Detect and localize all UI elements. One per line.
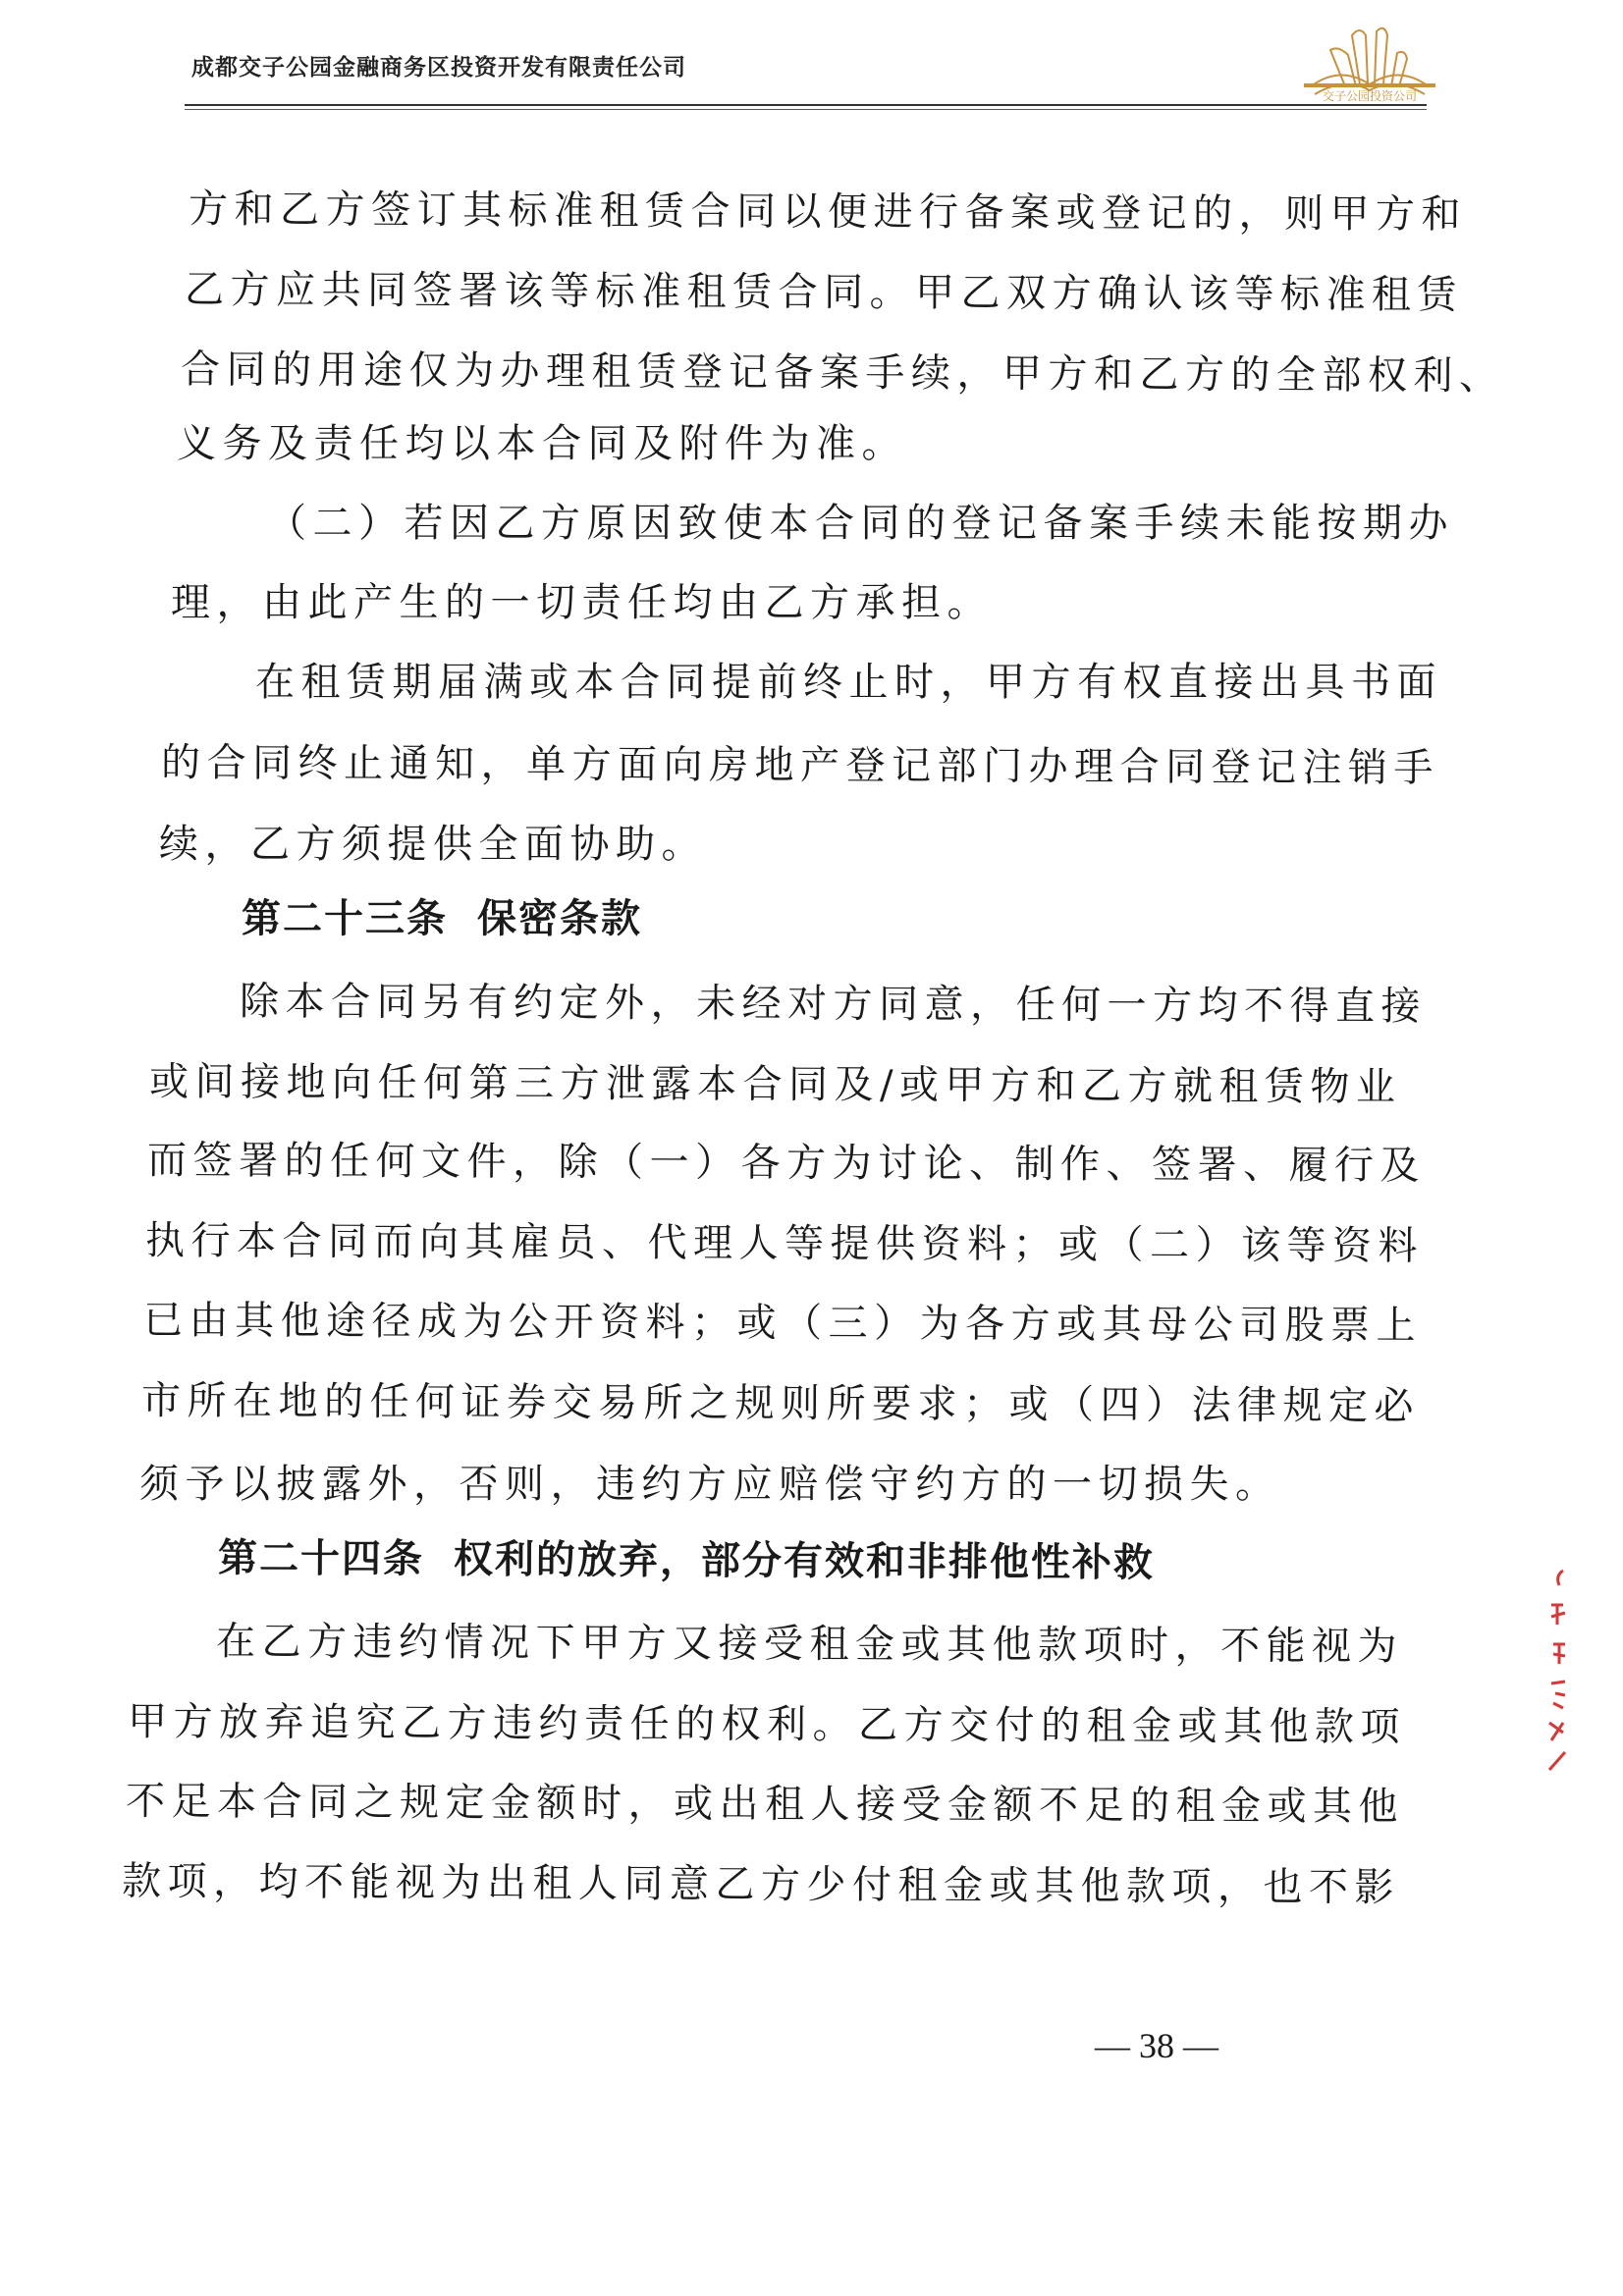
article-23-line: 或间接地向任何第三方泄露本合同及/或甲方和乙方就租赁物业	[148, 1059, 1402, 1110]
body-line: 乙方应共同签署该等标准租赁合同。甲乙双方确认该等标准租赁	[184, 267, 1464, 318]
article-23-title: 保密条款	[477, 896, 642, 941]
article-23-line: 执行本合同而向其雇员、代理人等提供资料；或（二）该等资料	[144, 1218, 1425, 1269]
article-24-line: 不足本合同之规定金额时，或出租人接受金额不足的租金或其他	[125, 1779, 1405, 1830]
body-line: 续，乙方须提供全面协助。	[159, 822, 707, 867]
article-24-heading	[217, 1535, 1156, 1586]
header-divider-thin	[185, 109, 1427, 110]
body-line: 合同的用途仅为办理租赁登记备案手续，甲方和乙方的全部权利、	[180, 347, 1505, 400]
article-24-title: 权利的放弃，部分有效和非排他性补救	[453, 1536, 1156, 1586]
article-24-number: 第二十四条	[217, 1535, 425, 1582]
article-23-line: 而签署的任何文件，除（一）各方为讨论、制作、签署、履行及	[146, 1138, 1427, 1189]
article-24-line: 款项，均不能视为出租人同意乙方少付租金或其他款项，也不影	[121, 1858, 1401, 1911]
body-line: 理，由此产生的一切责任均由乙方承担。	[171, 580, 993, 625]
header-divider	[185, 104, 1427, 106]
logo-caption: 交子公园投资公司	[1322, 89, 1417, 103]
company-name: 成都交子公园金融商务区投资开发有限责任公司	[191, 55, 686, 80]
article-23-line: 市所在地的任何证券交易所之规则所要求；或（四）法律规定必	[140, 1378, 1421, 1429]
article-23-line: 须予以披露外，否则，违约方应赔偿守约方的一切损失。	[139, 1462, 1281, 1507]
body-line: （二）若因乙方原因致使本合同的登记备案手续未能按期办	[267, 501, 1454, 546]
article-23-line: 除本合同另有约定外，未经对方同意，任何一方均不得直接	[239, 979, 1428, 1030]
article-23-heading	[242, 896, 642, 941]
page-number: — 38 —	[1095, 2026, 1218, 2065]
body-line: 在租赁期届满或本合同提前终止时，甲方有权直接出具书面	[255, 660, 1442, 705]
seal-fragment-icon	[1530, 1566, 1569, 1772]
article-23-line: 已由其他途径成为公开资料；或（三）为各方或其母公司股票上	[142, 1298, 1423, 1349]
body-line: 方和乙方签订其标准租赁合同以便进行备案或登记的，则甲方和	[188, 187, 1468, 238]
article-24-line: 在乙方违约情况下甲方又接受租金或其他款项时，不能视为	[215, 1619, 1404, 1670]
article-24-line: 甲方放弃追究乙方违约责任的权利。乙方交付的租金或其他款项	[127, 1699, 1407, 1750]
body-line: 义务及责任均以本合同及附件为准。	[177, 421, 907, 466]
article-23-number: 第二十三条	[242, 896, 448, 941]
body-line: 的合同终止通知，单方面向房地产登记部门办理合同登记注销手	[160, 740, 1440, 791]
